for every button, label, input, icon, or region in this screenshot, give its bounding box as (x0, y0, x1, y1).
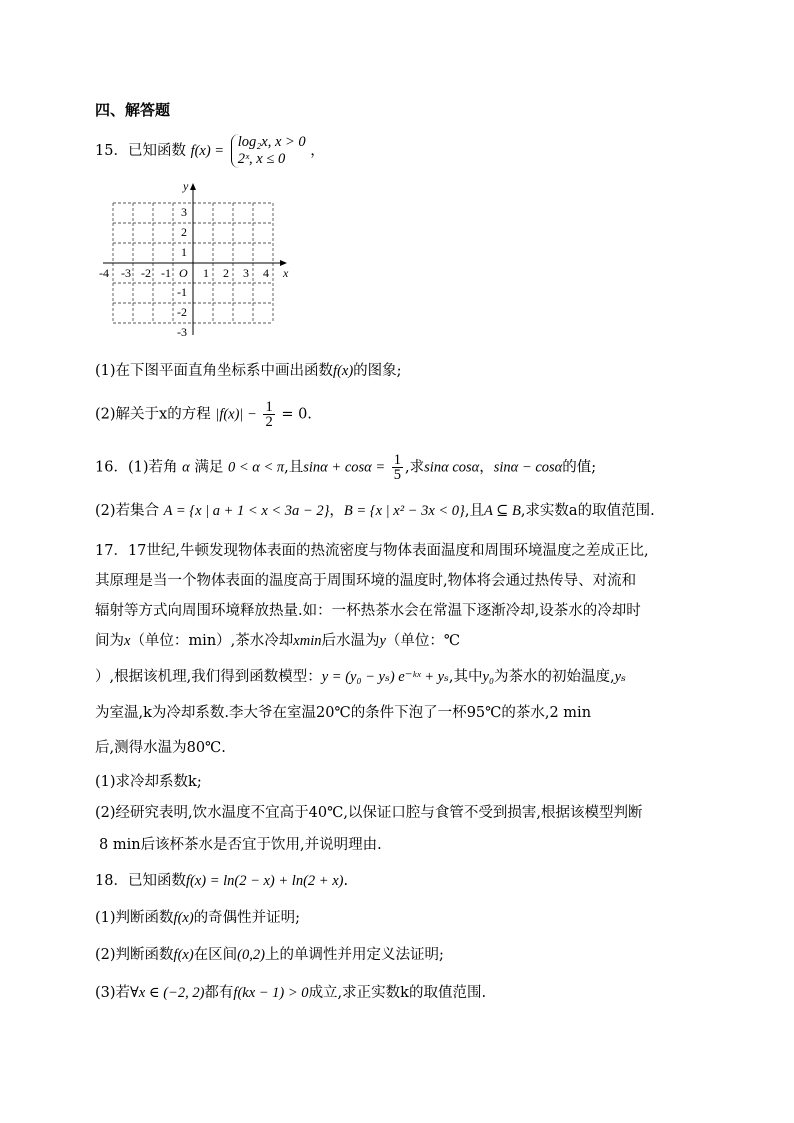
q15-p1-text: (1)在下图平面直角坐标系中画出函数 (95, 363, 334, 379)
q17-line-1: 17．17世纪,牛顿发现物体表面的热流密度与物体表面温度和周围环境温度之差成正比, (95, 543, 649, 559)
q18-inequality: f(kx − 1) > 0 (233, 985, 309, 1001)
q17-8min: 8 min (99, 837, 141, 853)
q17-l6b: 的条件下泡了一杯 (350, 705, 467, 721)
q16-l1a: 16．(1)若角 (95, 459, 178, 476)
x-tick: -2 (141, 266, 151, 280)
q17-part-2 (95, 803, 643, 823)
q16-part-1 (95, 453, 596, 482)
q18-p3b: 都有 (204, 985, 234, 1001)
q17-part-2-cont (99, 835, 382, 855)
y-tick: -2 (177, 305, 187, 319)
q16-l2b: ,且 (464, 503, 484, 519)
q18-part-1 (95, 908, 300, 928)
q17-part-1: (1)求冷却系数k; (95, 774, 202, 790)
q18-forall: ∀x ∈ (−2, 2) (130, 985, 205, 1001)
coordinate-grid (95, 178, 295, 358)
q17-ys: yₛ (614, 669, 626, 685)
q17-y0: y₀ (482, 669, 495, 685)
q16-set-a: A = {x | a + 1 < x < 3a − 2} (163, 503, 330, 519)
q17-p2b: ,以保证口腔与食管不受到损害,根据该模型判断 (343, 805, 643, 821)
q16-sep: ， (479, 459, 494, 476)
fraction-denominator: 5 (393, 467, 402, 483)
q16-condition: 0 < α < π (227, 459, 285, 476)
fraction-numerator: 1 (393, 452, 402, 468)
q16-fraction (392, 453, 403, 482)
q15-p2-end: = 0. (281, 406, 312, 423)
q16-l1e: 的值; (562, 459, 597, 476)
y-tick: 2 (181, 225, 187, 239)
x-tick: 1 (203, 266, 209, 280)
q17-t20: 20℃ (316, 705, 351, 721)
q17-2min: 2 min (549, 705, 592, 721)
q16-subset: A ⊆ B (483, 503, 521, 519)
q17-t40: 40℃ (308, 805, 344, 821)
x-tick: 2 (223, 266, 229, 280)
x-tick: -3 (121, 266, 131, 280)
q15-p1-fx: f(x) (333, 363, 354, 379)
q17-t95: 95℃ (466, 705, 502, 721)
q15-p1-end: 的图象; (353, 363, 402, 379)
q18-part-3 (95, 983, 486, 1003)
q18-p3a: (3)若 (95, 985, 131, 1001)
q18-stem (95, 871, 348, 891)
q15-p2-expr: |f(x)| − (215, 406, 257, 423)
q15-p2-text: (2)解关于x的方程 (95, 406, 211, 423)
x-tick: -1 (161, 266, 171, 280)
origin-label: O (179, 266, 188, 280)
q16-l2c: ,求实数a的取值范围. (520, 503, 655, 519)
q17-l6c: 的茶水, (501, 705, 550, 721)
q18-p1b: 的奇偶性并证明; (193, 910, 301, 926)
section-title: 四、解答题 (95, 101, 171, 119)
y-tick: -3 (177, 325, 187, 339)
q17-model: y = (y₀ − yₛ) e⁻ᵏˣ + yₛ (321, 669, 449, 685)
q18-p3c: 成立,求正实数k的取值范围. (308, 985, 487, 1001)
q16-l1b: 满足 (194, 459, 224, 476)
q17-x: x (124, 633, 131, 649)
q17-l4a: 间为 (95, 633, 124, 649)
q18-p2b: 在区间 (193, 947, 238, 963)
q17-degc: ℃ (443, 633, 461, 649)
q18-fx: f(x) (173, 947, 194, 963)
q17-line-3: 辐射等方式向周围环境释放热量.如：一杯热茶水会在常温下逐渐冷却,设茶水的冷却时 (95, 603, 641, 619)
y-tick: 3 (181, 205, 187, 219)
q17-line-6 (95, 703, 591, 723)
q16-expr-1: sinα cosα (424, 459, 480, 476)
q16-sum-expr: sinα + cosα = (303, 459, 386, 476)
x-tick: 3 (243, 266, 249, 280)
y-tick: 1 (181, 245, 187, 259)
q16-l2a: (2)若集合 (95, 503, 160, 519)
q18-p2a: (2)判断函数 (95, 947, 174, 963)
q16-expr-2: sinα − cosα (493, 459, 563, 476)
q18-fx: f(x) (173, 910, 194, 926)
q15-intro: 15．已知函数 (95, 143, 186, 159)
q17-line-4 (95, 631, 460, 651)
q16-comma: ， (329, 503, 344, 519)
q17-p2a: (2)经研究表明,饮水温度不宜高于 (95, 805, 309, 821)
q17-l4e: （单位： (385, 633, 444, 649)
fraction-denominator: 2 (265, 414, 273, 430)
y-tick: -1 (177, 285, 187, 299)
q16-l1d: ,求 (405, 459, 425, 476)
q16-alpha: α (182, 459, 190, 476)
q17-l4b: （单位： (130, 633, 189, 649)
x-axis-label: x (283, 266, 289, 280)
q17-l5c: 为茶水的初始温度, (494, 669, 615, 685)
q17-min: min (188, 633, 217, 649)
q17-t80: 80℃ (186, 740, 222, 756)
q17-l5a: ）,根据该机理,我们得到函数模型： (95, 669, 322, 685)
q17-l4c: ）,茶水冷却 (216, 633, 294, 649)
q18-function: f(x) = ln(2 − x) + ln(2 + x) (185, 873, 344, 889)
q15-piecewise (231, 134, 306, 168)
q17-l7a: 后,测得水温为 (95, 740, 187, 756)
q16-part-2 (95, 501, 655, 521)
y-axis-label: y (183, 179, 189, 193)
q17-l4d: 后水温为 (321, 633, 380, 649)
q16-l1c: ,且 (284, 459, 304, 476)
q17-l7b: . (221, 740, 226, 756)
q18-p2c: 上的单调性并用定义法证明; (264, 947, 444, 963)
q17-y: y (379, 633, 386, 649)
q18-l1a: 18．已知函数 (95, 873, 186, 889)
q15-function-name: f(x) = (190, 143, 225, 159)
q17-line-2: 其原理是当一个物体表面的温度高于周围环境的温度时,物体将会通过热传导、对流和 (95, 573, 637, 589)
fraction-numerator: 1 (265, 399, 273, 415)
q18-p1a: (1)判断函数 (95, 910, 174, 926)
q18-interval: (0,2) (237, 947, 265, 963)
q15-part-1 (95, 361, 402, 381)
q16-set-b: B = {x | x² − 3x < 0} (343, 503, 465, 519)
q15-part-2 (95, 400, 312, 429)
q17-xmin: xmin (293, 633, 322, 649)
q15-case-1: log₂x, x > 0 (237, 134, 306, 150)
q17-line-5 (95, 667, 626, 687)
x-tick: 4 (263, 266, 269, 280)
q18-l1b: . (343, 873, 349, 889)
q17-p3b: 后该杯茶水是否宜于饮用,并说明理由. (140, 837, 382, 853)
q15-stem (95, 134, 325, 168)
q17-line-7 (95, 738, 226, 758)
q17-l6a: 为室温,k为冷却系数.李大爷在室温 (95, 705, 317, 721)
q18-part-2 (95, 945, 444, 965)
q15-tail: ， (310, 143, 325, 159)
x-tick: -4 (99, 266, 109, 280)
q17-l5b: ,其中 (448, 669, 483, 685)
q15-p2-fraction (263, 400, 274, 429)
q15-case-2: 2ˣ, x ≤ 0 (237, 151, 286, 167)
